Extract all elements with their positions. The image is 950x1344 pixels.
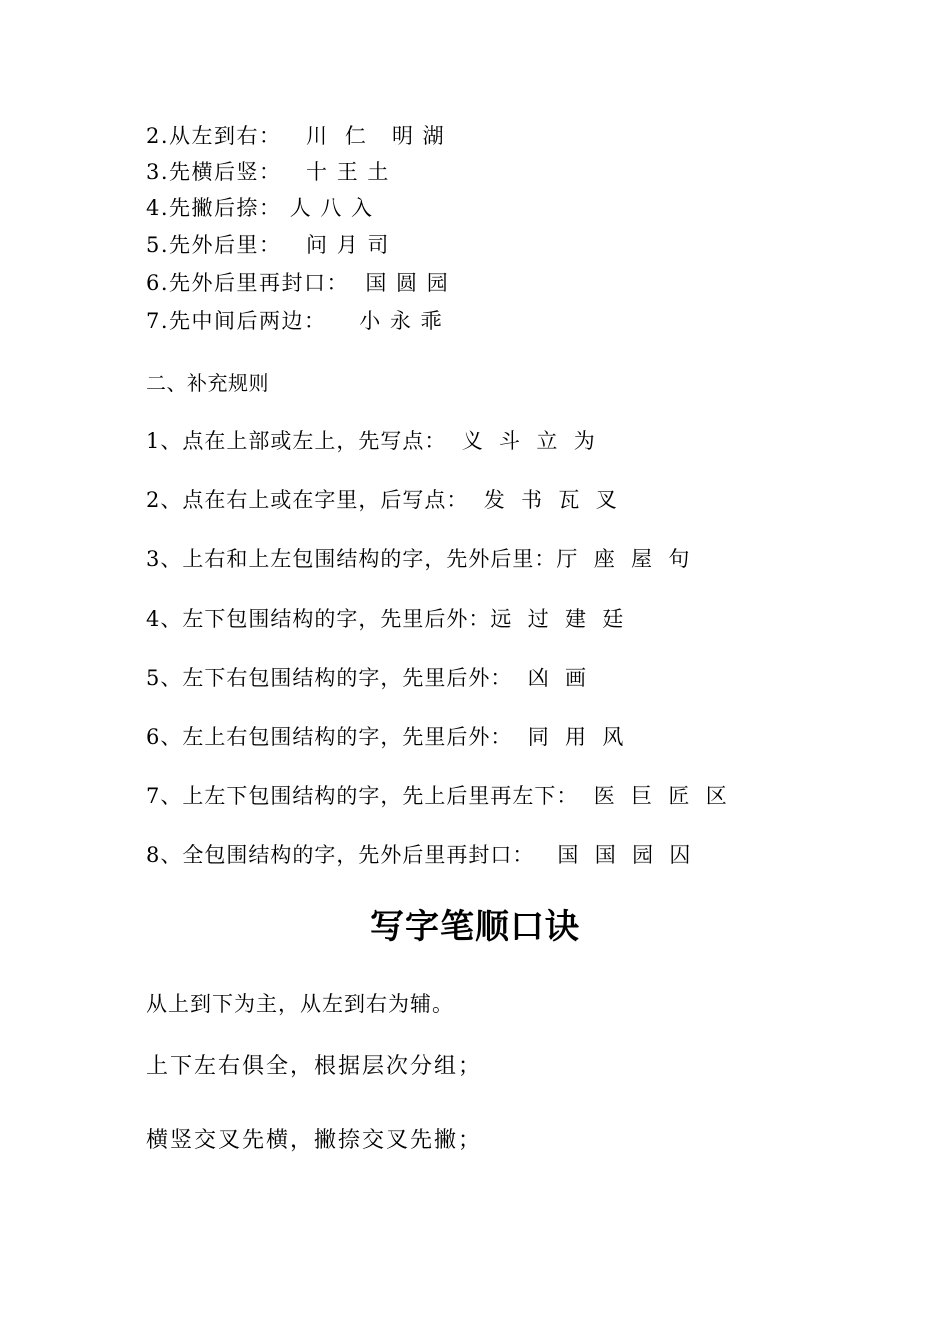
supplement-rule-3: 3、上右和上左包围结构的字，先外后里：厅 座 屋 句 [146, 547, 691, 571]
supplement-rule-7: 7、上左下包围结构的字，先上后里再左下： 医 巨 匠 区 [146, 784, 728, 808]
supplement-rule-6: 6、左上右包围结构的字，先里后外： 同 用 风 [146, 725, 625, 749]
supplement-rule-1: 1、点在上部或左上，先写点： 义 斗 立 为 [146, 429, 596, 453]
rhyme-line-1: 从上到下为主，从左到右为辅。 [146, 992, 454, 1016]
supplement-rule-8: 8、全包围结构的字，先外后里再封口： 国 国 园 囚 [146, 843, 692, 867]
rule-horizontal-before-vertical: 3.先横后竖： 十 王 土 [146, 160, 390, 184]
rule-outside-before-inside: 5.先外后里： 问 月 司 [146, 233, 390, 257]
supplement-rule-5: 5、左下右包围结构的字，先里后外： 凶 画 [146, 666, 588, 690]
supplement-rule-4: 4、左下包围结构的字，先里后外：远 过 建 廷 [146, 607, 625, 631]
rule-left-to-right: 2.从左到右： 川 仁 明 湖 [146, 124, 446, 148]
rhyme-line-3: 横竖交叉先横，撇捺交叉先撇； [146, 1128, 483, 1153]
rule-left-falling-before-right-falling: 4.先撇后捺： 人 八 入 [146, 196, 374, 220]
rule-middle-before-sides: 7.先中间后两边： 小 永 乖 [146, 309, 444, 333]
rhyme-line-2: 上下左右俱全，根据层次分组； [146, 1054, 483, 1079]
supplement-rule-2: 2、点在右上或在字里，后写点： 发 书 瓦 叉 [146, 488, 618, 512]
rhyme-heading: 写字笔顺口诀 [370, 907, 580, 947]
supplement-section-title: 二、补充规则 [146, 371, 269, 395]
rule-outside-inside-then-close: 6.先外后里再封口： 国 圆 园 [146, 271, 450, 295]
